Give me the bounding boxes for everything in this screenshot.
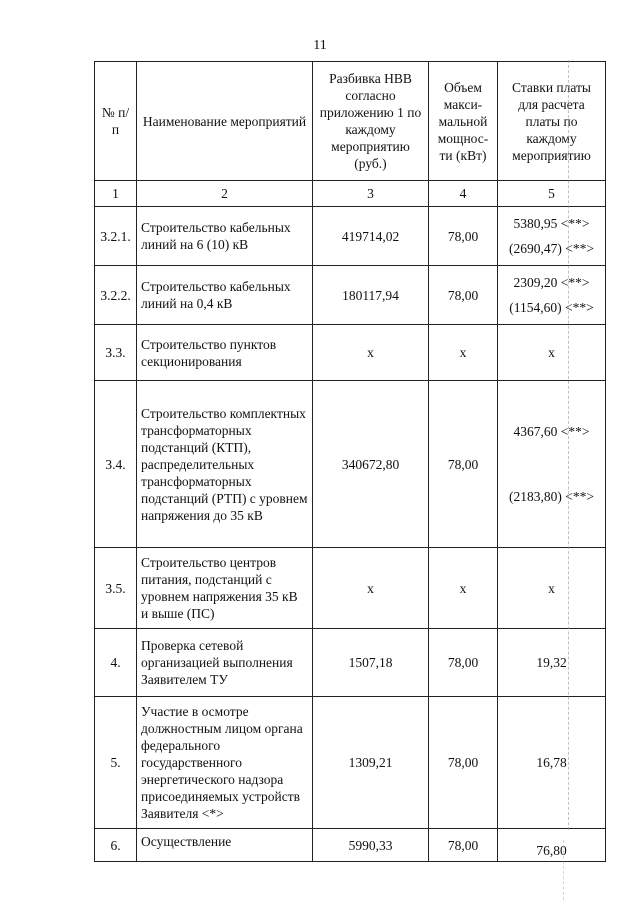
row-number: 3.4. [95, 381, 137, 548]
table-row [95, 325, 606, 381]
row-power: x [429, 325, 498, 381]
row-rate: 5380,95 <**> [513, 216, 590, 231]
table-row [95, 207, 606, 266]
row-rate-cell [498, 381, 606, 548]
header-rate: Ставки платы для расчета платы по каждому мероприятию [498, 62, 606, 181]
header-nvv: Разбивка НВВ согласно приложению 1 по каждому мероприятию (руб.) [313, 62, 429, 181]
row-name: Участие в осмотре должностным лицом органа федерального государственного энергетического надзора присоединяемых устройств Заявителя <*> [137, 697, 313, 829]
row-power: 78,00 [429, 829, 498, 862]
row-power: 78,00 [429, 266, 498, 325]
row-nvv: 419714,02 [313, 207, 429, 266]
row-power: 78,00 [429, 207, 498, 266]
row-name: Проверка сетевой организацией выполнения Заявителем ТУ [137, 629, 313, 697]
row-nvv: x [313, 325, 429, 381]
page-number: 11 [313, 38, 327, 53]
row-name: Строительство комплектных трансформаторных подстанций (КТП), распределительных трансформаторных подстанций (РТП) с уровнем напряжения до 35 кВ [137, 381, 313, 548]
row-rate-secondary: (2690,47) <**> [509, 241, 594, 256]
column-number: 2 [137, 181, 313, 207]
row-number: 6. [95, 829, 137, 862]
row-rate: 16,78 [498, 697, 606, 829]
table-row [95, 697, 606, 829]
row-rate: 76,80 [498, 829, 606, 862]
row-name: Строительство кабельных линий на 6 (10) кВ [137, 207, 313, 266]
row-power: x [429, 548, 498, 629]
row-rate-cell [498, 207, 606, 266]
row-number: 3.2.2. [95, 266, 137, 325]
row-number: 3.2.1. [95, 207, 137, 266]
row-name: Строительство пунктов секционирования [137, 325, 313, 381]
row-power: 78,00 [429, 697, 498, 829]
row-name: Строительство центров питания, подстанций с уровнем напряжения 35 кВ и выше (ПС) [137, 548, 313, 629]
column-number: 4 [429, 181, 498, 207]
row-rate: 4367,60 <**> [513, 424, 590, 439]
row-name: Осуществление [137, 829, 313, 862]
row-rate: x [498, 325, 606, 381]
row-rate: x [498, 548, 606, 629]
tariff-table [94, 61, 606, 862]
column-number-row [95, 181, 606, 207]
row-nvv: x [313, 548, 429, 629]
row-nvv: 180117,94 [313, 266, 429, 325]
row-rate-secondary: (1154,60) <**> [509, 300, 594, 315]
row-number: 5. [95, 697, 137, 829]
scan-artifact-line [568, 60, 569, 830]
column-number: 1 [95, 181, 137, 207]
column-number: 3 [313, 181, 429, 207]
row-nvv: 1507,18 [313, 629, 429, 697]
row-nvv: 1309,21 [313, 697, 429, 829]
row-rate-secondary: (2183,80) <**> [509, 489, 594, 504]
row-rate-cell [498, 266, 606, 325]
row-nvv: 340672,80 [313, 381, 429, 548]
scan-artifact-line [563, 840, 564, 900]
column-number: 5 [498, 181, 606, 207]
table-row [95, 629, 606, 697]
row-rate: 2309,20 <**> [513, 275, 590, 290]
header-power: Объем макси-мальной мощнос-ти (кВт) [429, 62, 498, 181]
row-number: 4. [95, 629, 137, 697]
row-power: 78,00 [429, 629, 498, 697]
row-rate: 19,32 [498, 629, 606, 697]
row-number: 3.3. [95, 325, 137, 381]
row-power: 78,00 [429, 381, 498, 548]
row-name: Строительство кабельных линий на 0,4 кВ [137, 266, 313, 325]
table-row [95, 829, 606, 862]
table-row [95, 266, 606, 325]
header-number: № п/п [95, 62, 137, 181]
row-nvv: 5990,33 [313, 829, 429, 862]
table-row [95, 381, 606, 548]
table-row [95, 548, 606, 629]
table-header-row [95, 62, 606, 181]
header-name: Наименование мероприятий [137, 62, 313, 181]
row-number: 3.5. [95, 548, 137, 629]
